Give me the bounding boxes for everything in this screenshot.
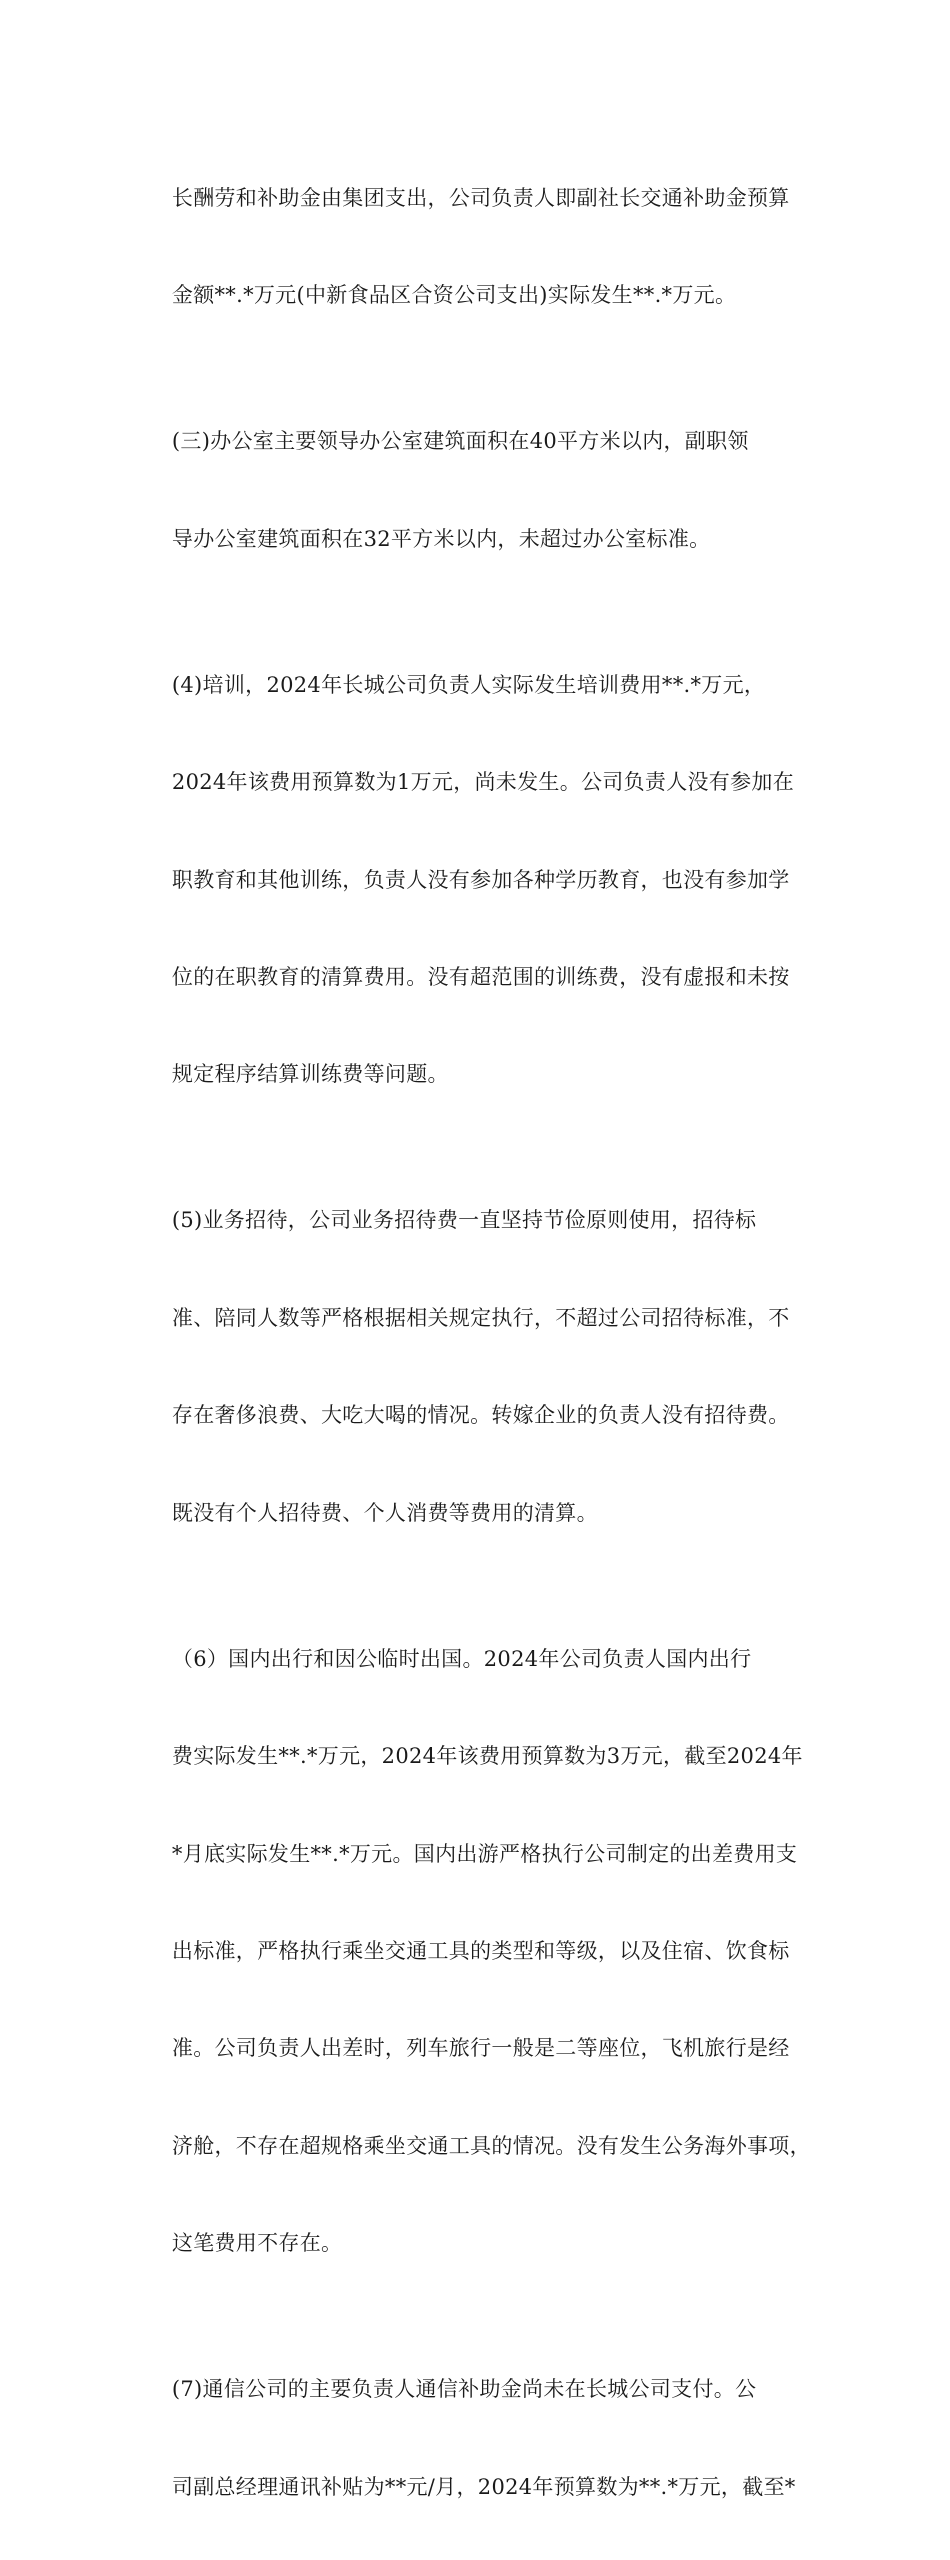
document-page <box>144 125 814 2560</box>
paragraph-office-area <box>144 369 814 613</box>
text-line: 金额**.*万元(中新食品区合资公司支出)实际发生**.*万元。 <box>171 283 737 308</box>
text-line: 准、陪同人数等严格根据相关规定执行，不超过公司招待标准，不 <box>171 1305 790 1330</box>
text-line: (4)培训，2024年长城公司负责人实际发生培训费用**.*万元， <box>171 672 766 697</box>
text-line: 司副总经理通讯补贴为**元/月，2024年预算数为**.*万元，截至* <box>171 2474 796 2499</box>
text-line: 存在奢侈浪费、大吃大喝的情况。转嫁企业的负责人没有招待费。 <box>171 1403 790 1428</box>
text-line: (三)办公室主要领导办公室建筑面积在40平方米以内，副职领 <box>171 429 749 454</box>
paragraph-training <box>144 612 814 1148</box>
text-line: 出标准，严格执行乘坐交通工具的类型和等级，以及住宿、饮食标 <box>171 1939 790 1964</box>
text-line: 长酬劳和补助金由集团支出，公司负责人即副社长交通补助金预算 <box>171 185 790 210</box>
text-line: *月底实际发生**.*万元。国内出游严格执行公司制定的出差费用支 <box>171 1841 798 1866</box>
paragraph-travel <box>144 1586 814 2317</box>
text-line: (5)业务招待，公司业务招待费一直坚持节俭原则使用，招待标 <box>171 1208 757 1233</box>
text-line: 既没有个人招待费、个人消费等费用的清算。 <box>171 1500 598 1525</box>
text-line: 职教育和其他训练，负责人没有参加各种学历教育，也没有参加学 <box>171 867 790 892</box>
text-line: 2024年该费用预算数为1万元，尚未发生。公司负责人没有参加在 <box>171 770 795 795</box>
text-line: （6）国内出行和因公临时出国。2024年公司负责人国内出行 <box>171 1646 752 1671</box>
text-line: 规定程序结算训练费等问题。 <box>171 1062 449 1087</box>
text-line: 这笔费用不存在。 <box>171 2231 343 2256</box>
paragraph-compensation <box>144 125 814 369</box>
text-line: 导办公室建筑面积在32平方米以内，未超过办公室标准。 <box>171 526 711 551</box>
text-line: (7)通信公司的主要负责人通信补助金尚未在长城公司支付。公 <box>171 2377 757 2402</box>
text-line: 费实际发生**.*万元，2024年该费用预算数为3万元，截至2024年 <box>171 1744 803 1769</box>
paragraph-communication <box>144 2317 814 2560</box>
paragraph-business-reception <box>144 1148 814 1586</box>
text-line: 位的在职教育的清算费用。没有超范围的训练费，没有虚报和未按 <box>171 964 790 989</box>
text-line: 济舱，不存在超规格乘坐交通工具的情况。没有发生公务海外事项， <box>171 2133 811 2158</box>
text-line: 准。公司负责人出差时，列车旅行一般是二等座位，飞机旅行是经 <box>171 2036 790 2061</box>
